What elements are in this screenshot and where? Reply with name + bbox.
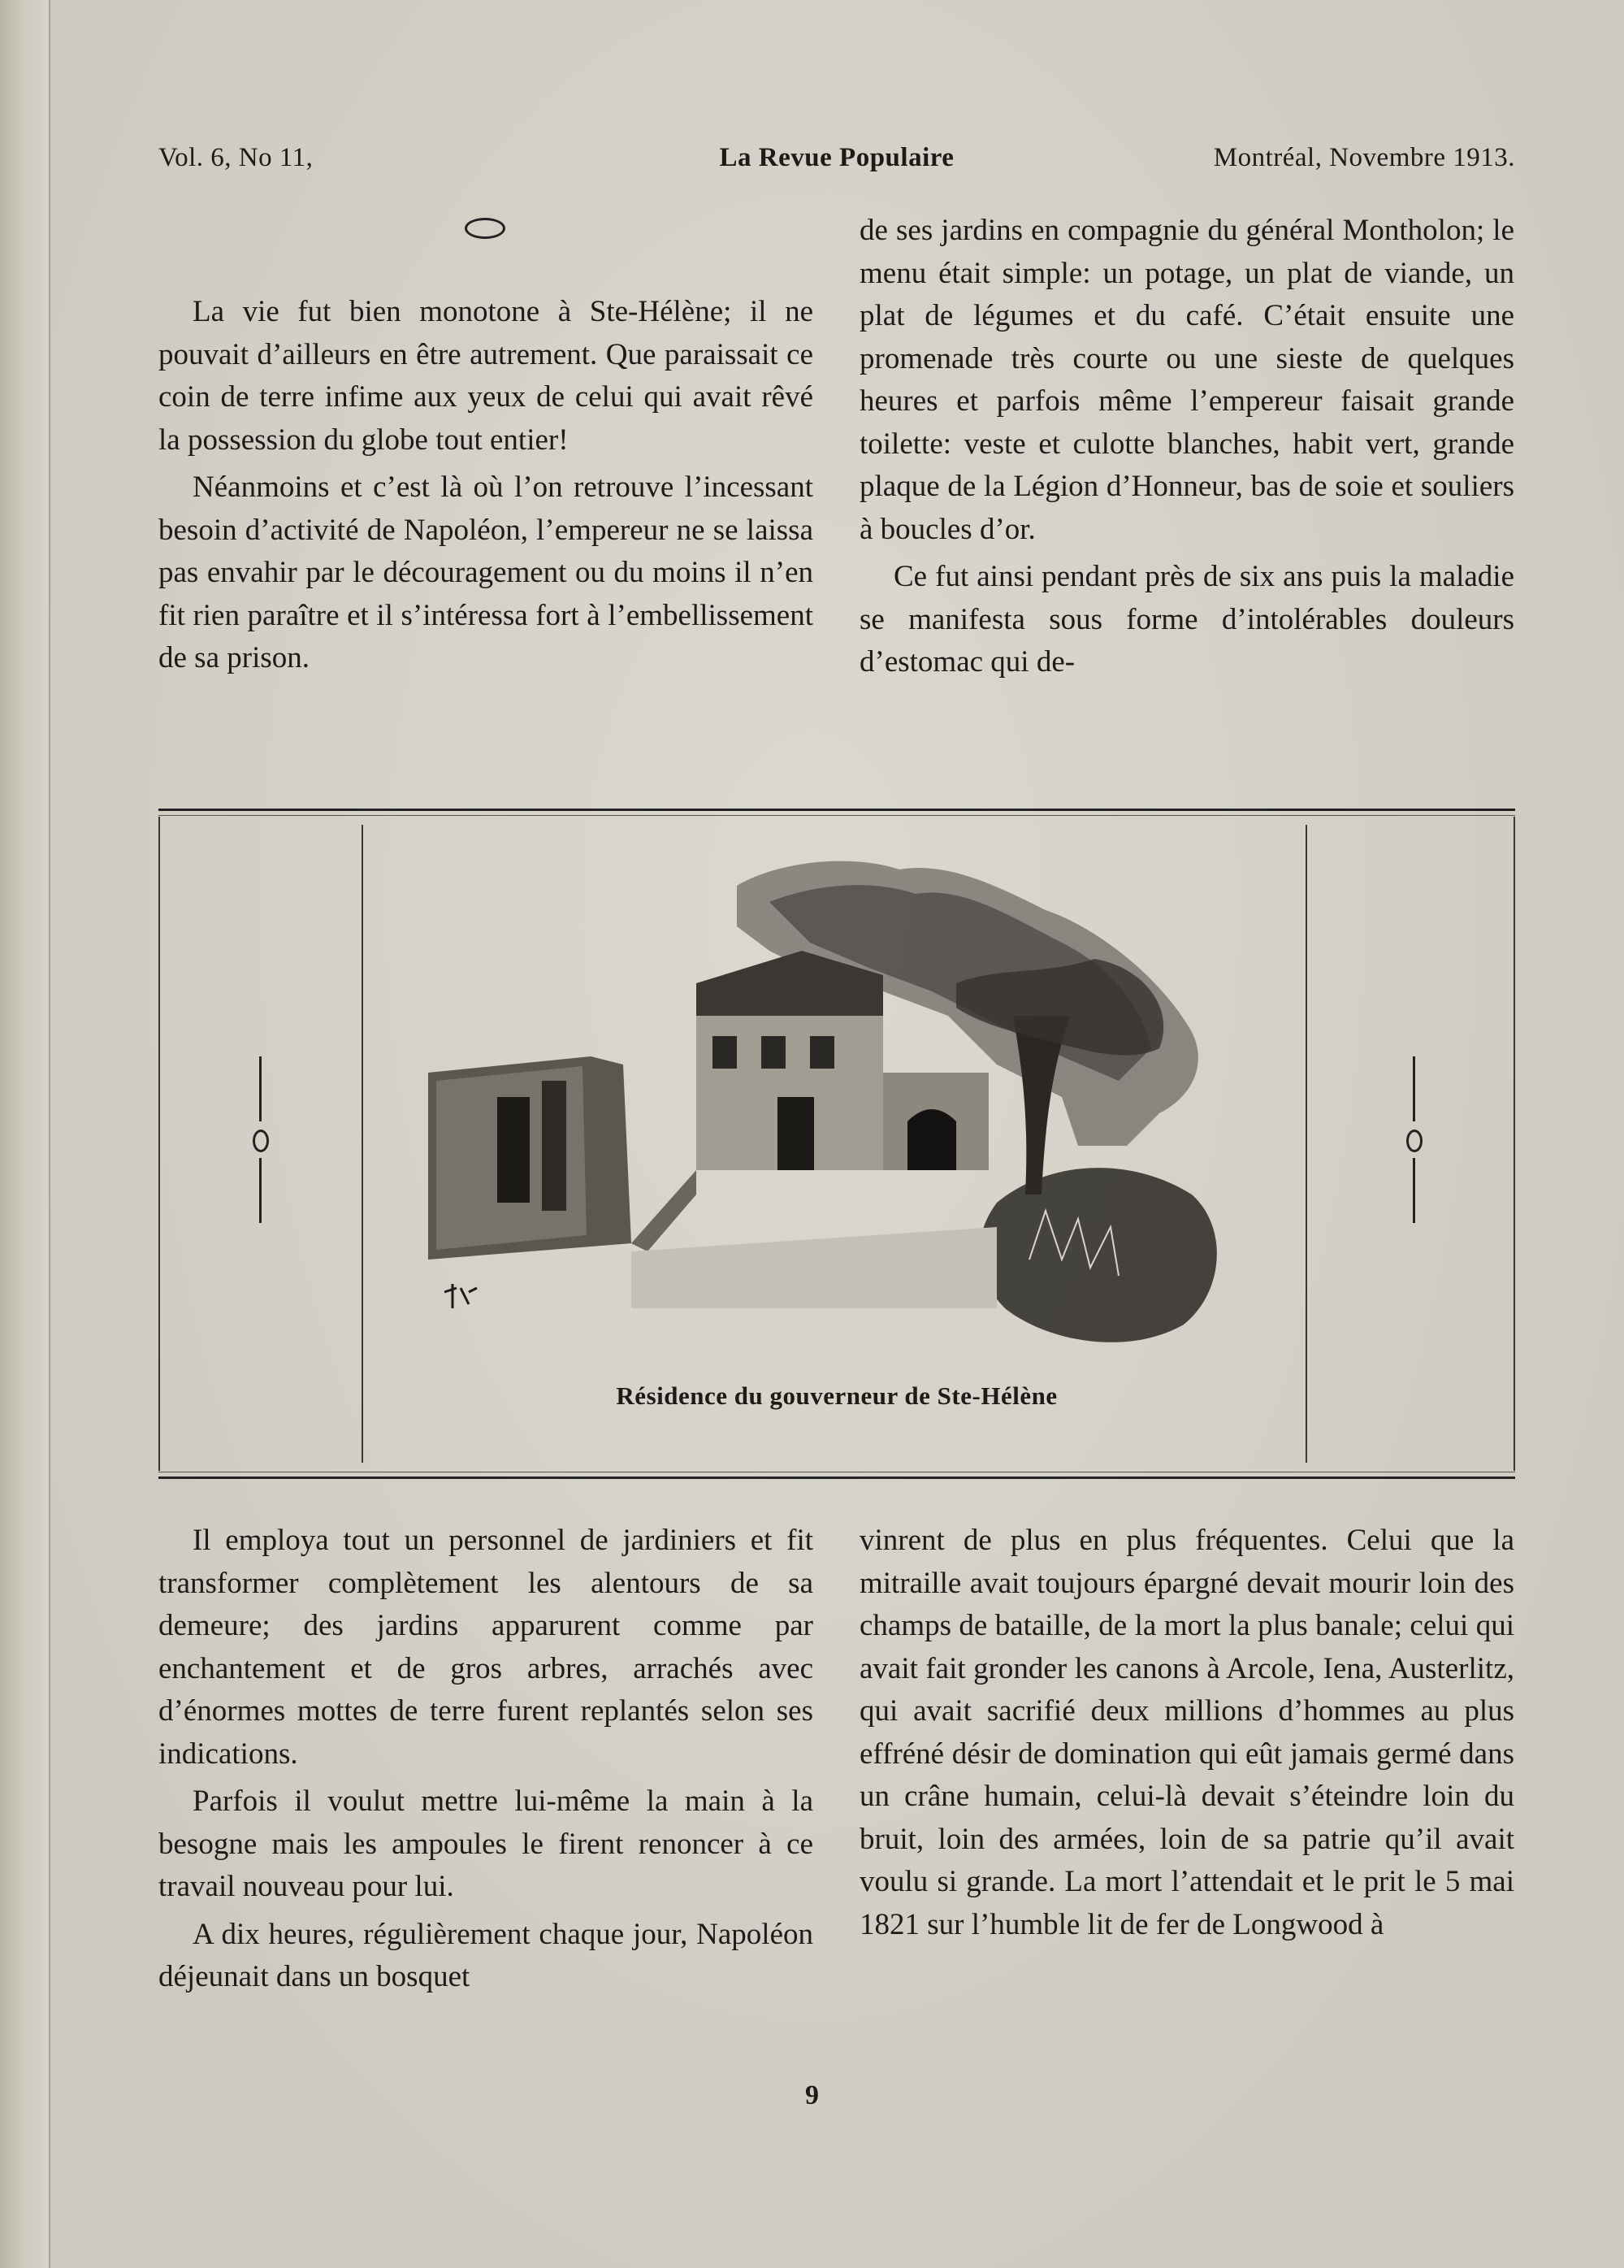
bottom-left-column <box>158 1520 813 1999</box>
paragraph: Ce fut ainsi pendant près de six ans puis la maladie se manifesta sous forme d’intolérables douleurs d’estomac qui de- <box>860 560 1514 679</box>
top-left-column <box>158 291 813 680</box>
figure-right-border <box>1514 817 1515 1471</box>
paragraph: Néanmoins et c’est là où l’on retrouve l’incessant besoin d’activité de Napoléon, l’empereur ne se laissa pas envahir par le découragement ou du moins il n’en fit rien paraître et il s’intéressa fort à l’embellissement de sa prison. <box>158 471 813 674</box>
residence-illustration <box>428 853 1231 1357</box>
figure-inner-right-rule <box>1306 825 1307 1463</box>
running-header <box>158 143 1515 179</box>
figure-bottom-rule <box>158 1477 1515 1479</box>
figure-top-rule <box>158 809 1515 811</box>
bottom-right-column <box>860 1520 1514 1946</box>
issue-date: Montréal, Novembre 1913. <box>1213 143 1515 172</box>
page-number: 9 <box>805 2080 819 2110</box>
paragraph: La vie fut bien monotone à Ste-Hélène; il ne pouvait d’ailleurs en être autrement. Que paraissait ce coin de terre infime aux yeux de celui qui avait rêvé la possession du globe tout entier! <box>158 295 813 457</box>
paragraph: de ses jardins en compagnie du général Montholon; le menu était simple: un potage, un plat de viande, un plat de légumes et du café. C’était ensuite une promenade très courte ou une sieste de quelques heures et parfois même l’empereur faisait grande toilette: veste et culotte blanches, habit vert, grande plaque de la Légion d’Honneur, bas de soie et souliers à boucles d’or. <box>860 214 1514 546</box>
figure-inner-left-rule <box>362 825 363 1463</box>
top-right-column <box>860 210 1514 684</box>
binding-edge-line <box>49 0 50 2268</box>
volume-number: Vol. 6, No 11, <box>158 143 314 172</box>
paragraph: Parfois il voulut mettre lui-même la main à la besogne mais les ampoules le firent renoncer à ce travail nouveau pour lui. <box>158 1784 813 1903</box>
figure-top-rule-thin <box>158 815 1515 816</box>
paragraph: Il employa tout un personnel de jardiniers et fit transformer complètement les alentours de sa demeure; des jardins apparurent comme par enchantement et de gros arbres, arrachés avec d’énormes mottes de terre furent replantés selon ses indications. <box>158 1524 813 1771</box>
figure-left-border <box>158 817 160 1471</box>
left-side-ornament <box>248 1056 272 1227</box>
figure-caption: Résidence du gouverneur de Ste-Hélène <box>616 1381 1058 1410</box>
binding-edge <box>0 0 50 2268</box>
paragraph: vinrent de plus en plus fréquentes. Celui que la mitraille avait toujours épargné devait mourir loin des champs de bataille, de la mort la plus banale; celui qui avait fait gronder les canons à Arcole, Iena, Austerlitz, qui avait sacrifié deux millions d’hommes au plus effréné désir de domination qui eût jamais germé dans un crâne humain, celui-là devait s’éteindre loin du bruit, loin des armées, loin de sa patrie qu’il avait voulu si grande. La mort l’attendait et le prit le 5 mai 1821 sur l’humble lit de fer de Longwood à <box>860 1524 1514 1941</box>
right-side-ornament <box>1401 1056 1426 1227</box>
magazine-title: La Revue Populaire <box>719 143 955 172</box>
section-ornament <box>465 218 505 239</box>
figure-frame <box>158 809 1515 1479</box>
paragraph: A dix heures, régulièrement chaque jour, Napoléon déjeunait dans un bosquet <box>158 1917 813 1993</box>
